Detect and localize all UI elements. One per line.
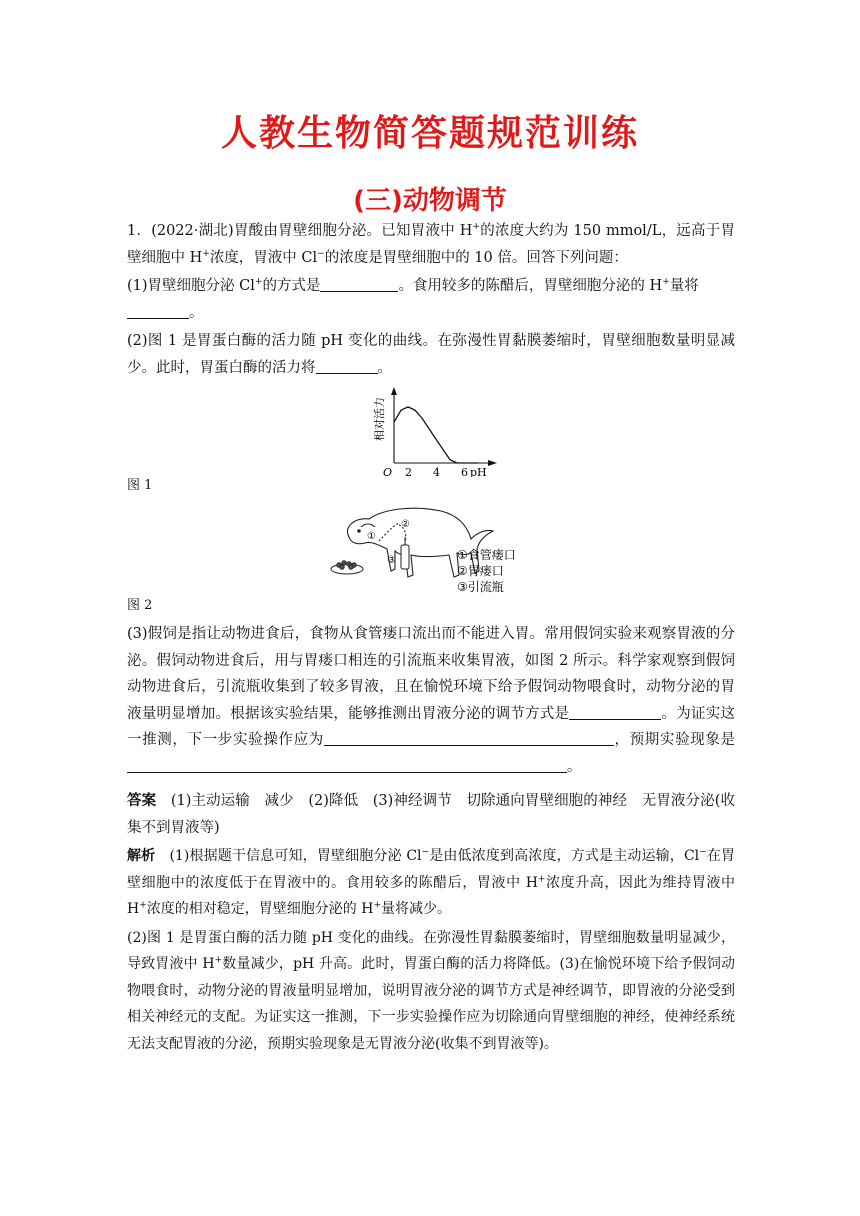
figure-1-chart — [356, 385, 506, 477]
answer-label: 答案 — [127, 793, 157, 809]
answer-blank[interactable] — [127, 756, 567, 773]
answer-blank[interactable] — [320, 275, 398, 292]
explanation-section: 解析 (1)根据题干信息可知，胃壁细胞分泌 Cl−是由低浓度到高浓度，方式是主动运输，Cl−在胃壁细胞中的浓度低于在胃液中的。食用较多的陈醋后，胃液中 H+浓度升高，因此为维持胃液中 H+浓度的相对稳定，胃壁细胞分泌的 H+量将减少。 — [127, 847, 736, 917]
activity-curve — [394, 407, 478, 463]
figure-1-caption: 图 1 — [127, 478, 153, 493]
food-bowl — [331, 561, 363, 574]
answer-blank[interactable] — [316, 357, 378, 374]
question-part-2: (2)图 1 是胃蛋白酶的活力随 pH 变化的曲线。在弥漫性胃黏膜萎缩时，胃壁细胞数量明显减少。此时，胃蛋白酶的活力将 。 — [127, 333, 735, 376]
page-title: 人教生物简答题规范训练 — [220, 113, 639, 154]
origin-label: O — [383, 466, 393, 477]
figure-2-illustration — [321, 505, 541, 597]
marker-2: ② — [401, 519, 410, 530]
explanation-label: 解析 — [127, 848, 156, 864]
y-axis-label: 相对活力 — [373, 397, 386, 441]
section-subtitle: (三)动物调节 — [353, 186, 507, 216]
question-block — [127, 218, 735, 1059]
question-part-1: (1)胃壁细胞分泌 Cl+的方式是 。食用较多的陈醋后，胃壁细胞分泌的 H+量将 。 — [127, 273, 735, 326]
x-tick-label: 2 — [405, 466, 412, 477]
question-part-3: (3)假饲是指让动物进食后，食物从食管瘘口流出而不能进入胃。常用假饲实验来观察胃液的分泌。假饲动物进食后，用与胃瘘口相连的引流瓶来收集胃液，如图 2 所示。科学家观察到假饲动物进食后，引流瓶收集到了较多胃液，且在愉悦环境下给予假饲动物喂食时，动物分泌的胃液量明显增加。根据该实验结果，能够推测出胃液分泌的调节方式是 。为证实这一推测，下一步实验操作应为 ，预期实验现象是。 — [127, 626, 736, 775]
legend-label: ①食管瘘口 — [457, 548, 516, 562]
x-axis-arrow — [488, 460, 497, 466]
legend-label: ②胃瘘口 — [457, 564, 504, 578]
explanation-part-2: (2)图 1 是胃蛋白酶的活力随 pH 变化的曲线。在弥漫性胃黏膜萎缩时，胃壁细胞数量明显减少，导致胃液中 H+数量减少，pH 升高。此时，胃蛋白酶的活力将降低。(3)在愉悦环境下给予假饲动物喂食时，动物分泌的胃液量明显增加，说明胃液分泌的调节方式是神经调节，即胃液的分泌受到相关神经元的支配。为证实这一推测，下一步实验操作应为切除通向胃壁细胞的神经，使神经系统无法支配胃液的分泌，预期实验现象是无胃液分泌(收集不到胃液等)。 — [127, 929, 735, 1052]
marker-3: ③ — [387, 555, 396, 566]
answer-blank[interactable] — [127, 302, 189, 319]
x-tick-label: 4 — [433, 466, 440, 477]
y-axis-arrow — [391, 387, 397, 395]
marker-1: ① — [367, 531, 376, 542]
answer-section — [127, 788, 735, 841]
x-axis-label: pH — [470, 466, 487, 477]
answer-text: (1)主动运输 减少 (2)降低 (3)神经调节 切除通向胃壁细胞的神经 无胃液分泌(收集不到胃液等) — [127, 793, 736, 836]
x-tick-label: 6 — [461, 466, 468, 477]
drainage-bottle — [401, 537, 409, 569]
question-stem: 1．(2022·湖北)胃酸由胃壁细胞分泌。已知胃液中 H+的浓度大约为 150 mmol/L，远高于胃壁细胞中 H+浓度，胃液中 Cl−的浓度是胃壁细胞中的 10 倍。回答下列问题： — [127, 222, 735, 266]
answer-blank[interactable] — [324, 729, 614, 746]
figure-2-caption: 图 2 — [127, 598, 153, 613]
answer-blank[interactable] — [569, 703, 661, 720]
legend-label: ③引流瓶 — [457, 580, 504, 594]
